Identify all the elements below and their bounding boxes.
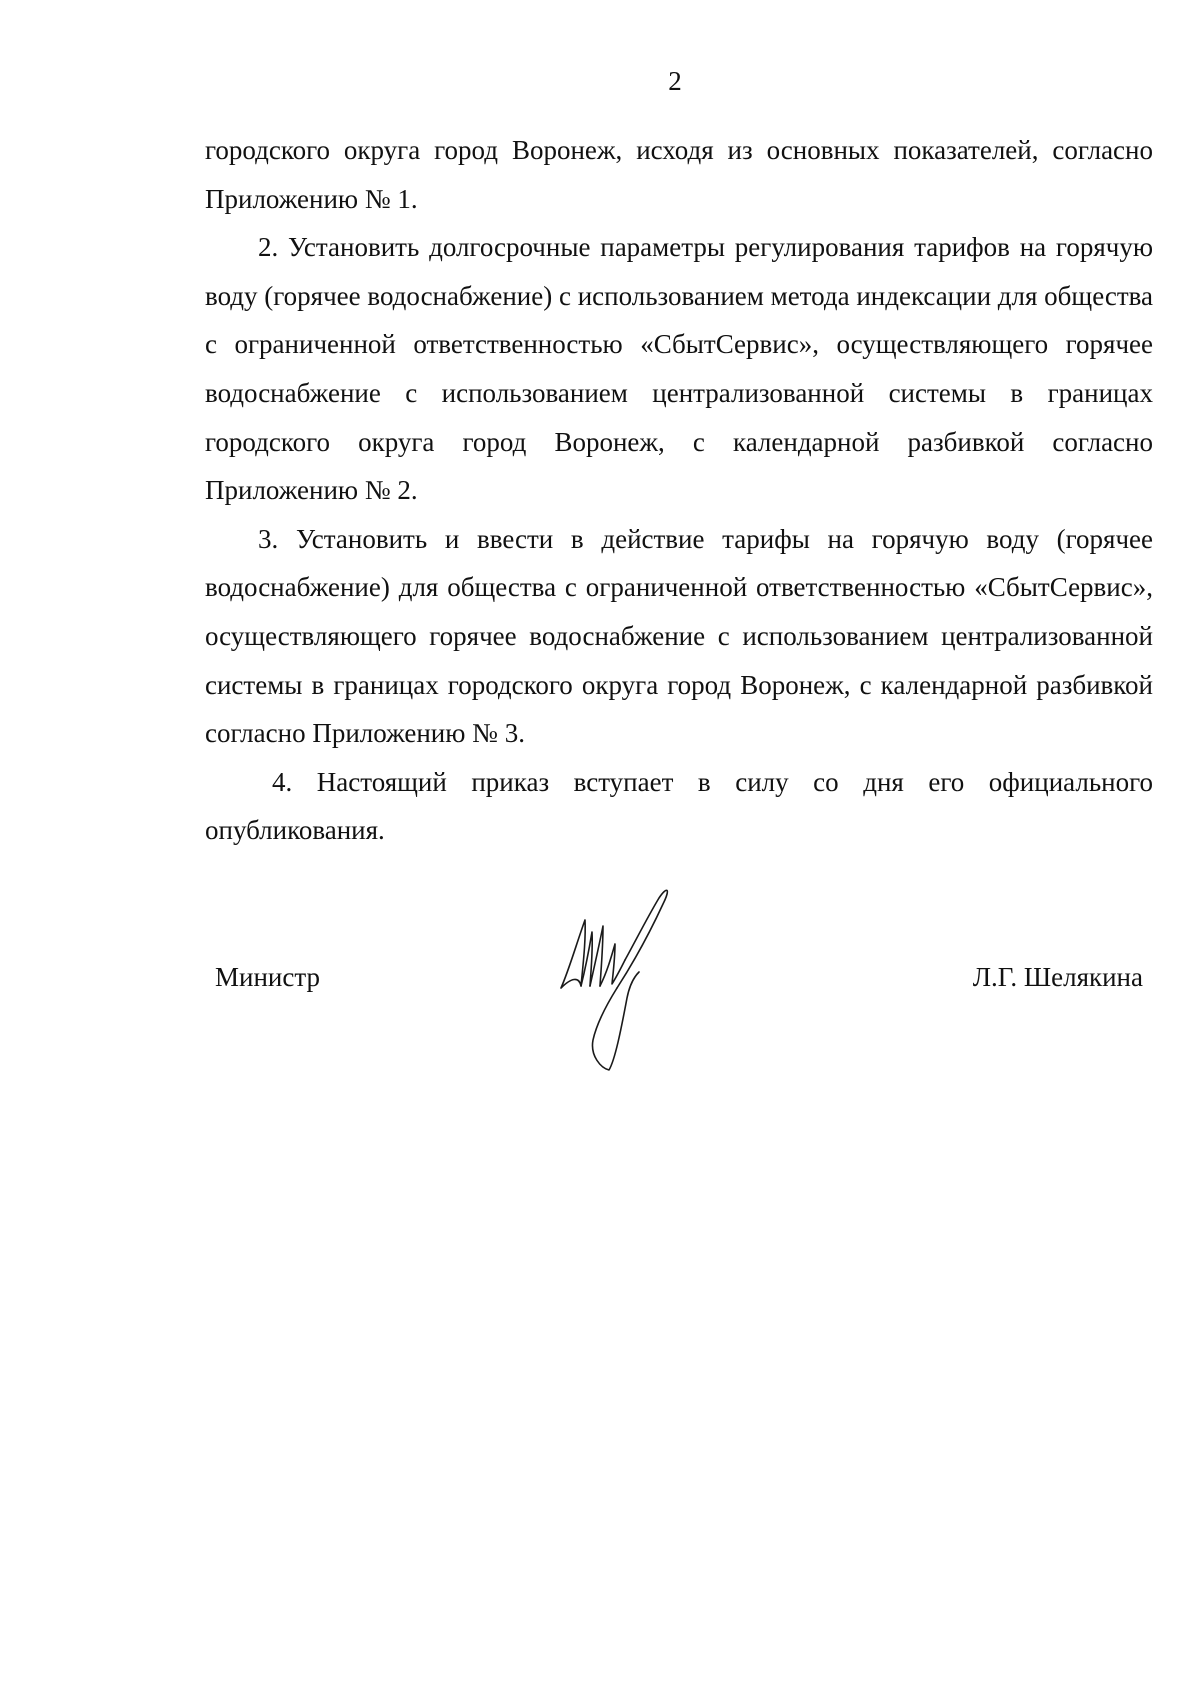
paragraph-item-2: 2. Установить долгосрочные параметры регулирования тарифов на горячую воду (горячее водоснабжение) с использованием метода индексации для общества с ограниченной ответственностью «СбытСервис», осуществляющего горячее водоснабжение с использованием централизованной системы в границах городского округа город Воронеж, с календарной разбивкой согласно Приложению № 2.: [205, 232, 1154, 506]
paragraph-item-4: 4. Настоящий приказ вступает в силу со дня его официального опубликования.: [205, 766, 1153, 846]
signatory-name: Л.Г. Шелякина: [972, 962, 1143, 992]
signatory-title: Министр: [215, 962, 320, 992]
page-number: 2: [668, 66, 682, 96]
document-body: [205, 126, 1153, 855]
handwritten-signature: [555, 880, 715, 1080]
paragraph-continuation: городского округа город Воронеж, исходя из основных показателей, согласно Приложению № 1.: [205, 135, 1153, 214]
paragraph-item-3: 3. Установить и ввести в действие тарифы на горячую воду (горячее водоснабжение) для общества с ограниченной ответственностью «СбытСервис», осуществляющего горячее водоснабжение с использованием централизованной системы в границах городского округа город Воронеж, с календарной разбивкой согласно Приложению № 3.: [205, 523, 1153, 749]
